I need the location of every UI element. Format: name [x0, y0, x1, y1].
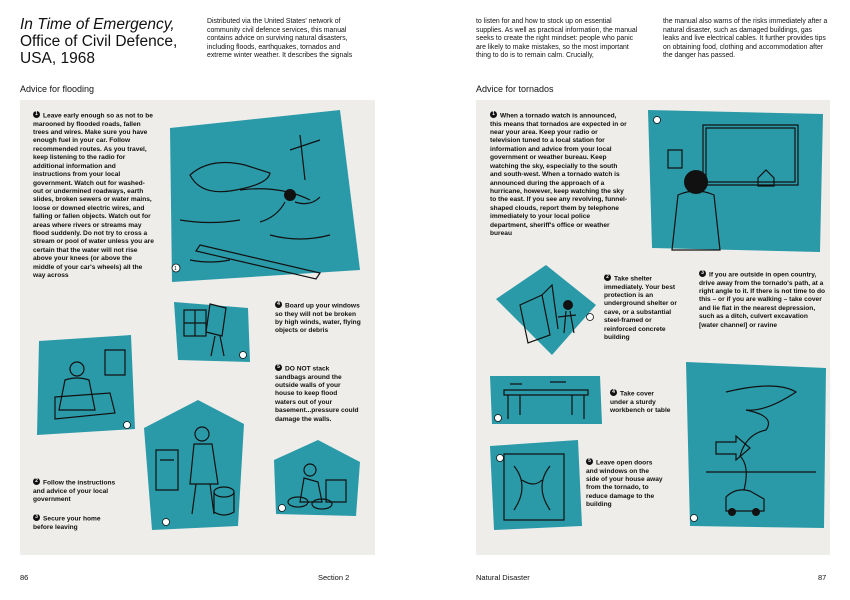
- advice-number: 4: [275, 301, 282, 308]
- svg-text:1: 1: [174, 266, 177, 272]
- advice-number: 1: [490, 111, 497, 118]
- advice-number: 1: [33, 111, 40, 118]
- flood-advice-5: [275, 365, 359, 424]
- advice-text: Leave early enough so as not to be marooned by flooded roads, fallen trees and wires. Make sure you have enough fuel in your car. Follow recommended routes. As you travel, keep listening to the radio for additional information and instructions from your local government. Watch out for washed-out or undermined roadways, earth slides, broken sewers or water mains, loose or downed electric wires, and falling or fallen objects. Watch out for areas where rivers or streams may flood suddenly. Do not try to cross a stream or pool of water unless you are certain that the water will not rise above your knees (or above the middle of your car's wheels) all the way across: [33, 112, 154, 279]
- advice-number: 2: [33, 478, 40, 485]
- advice-number: 5: [586, 458, 593, 465]
- tornado-advice-2: [604, 275, 684, 343]
- title-italic: In Time of Emergency,: [20, 16, 175, 33]
- advice-text: Board up your windows so they will not be broken by high winds, water, flying objects or debris: [275, 302, 361, 335]
- flood-advice-3: [33, 515, 115, 532]
- flood-car-illustration: [160, 110, 360, 290]
- advice-number: 3: [33, 514, 40, 521]
- tornado-advice-3: [699, 271, 825, 330]
- advice-text: Follow the instructions and advice of your local government: [33, 479, 116, 504]
- title-rest: Office of Civil Defence, USA, 1968: [20, 33, 178, 67]
- instructions-illustration: [35, 335, 135, 435]
- tornado-watch-illustration: [648, 110, 823, 255]
- left-page-number: 86: [20, 573, 29, 582]
- advice-number: 3: [699, 270, 706, 277]
- advice-text: DO NOT stack sandbags around the outside walls of your house to keep flood waters out of your basement...pressure could damage the walls.: [275, 365, 359, 423]
- left-page-title: [20, 16, 190, 67]
- left-intro-text: Distributed via the United States' network of community civil defence services, this manual contains advice on surviving natural disasters, including floods, earthquakes, tornados and extreme winter weather. It describes the signals: [207, 18, 353, 60]
- advice-number: 5: [275, 364, 282, 371]
- flood-advice-1: [33, 112, 155, 280]
- right-intro-col1: to listen for and how to stock up on essential supplies. As well as practical information, the manual seeks to create the right mindset: people who panic are likely to make mistakes, so the most important thing to do is to remain calm. Crucially,: [476, 18, 638, 60]
- open-windows-illustration: [490, 440, 582, 530]
- advice-number: 4: [610, 389, 617, 396]
- tornado-advice-1: [490, 112, 628, 238]
- sandbags-illustration: [270, 440, 362, 520]
- secure-home-illustration: [138, 400, 248, 530]
- advice-text: If you are outside in open country, drive away from the tornado's path, at a right angle to it. If there is not time to do this – or if you are walking – take cover and lie flat in the nearest depression, such as a ditch, culvert excavation [water channel] or ravine: [699, 271, 826, 329]
- tornado-advice-4: [610, 390, 672, 415]
- board-window-illustration: [170, 298, 252, 366]
- right-footer-label: Natural Disaster: [476, 573, 530, 582]
- advice-text: Leave open doors and windows on the side of your house away from the tornado, to reduce damage to the building: [586, 459, 663, 509]
- right-page-number: 87: [818, 573, 827, 582]
- flood-advice-4: [275, 302, 361, 336]
- advice-text: When a tornado watch is announced, this means that tornados are expected in or near your area. Keep your radio or television tuned to a local station for information and advice from your local government or weather bureau. Keep watching the sky, especially to the south and south-west. When a tornado watch is announced during the approach of a hurricane, however, keep watching the sky to the east. If you see any revolving, funnel-shaped clouds, report them by telephone immediately to your local police department, sheriff's office or weather bureau: [490, 112, 628, 237]
- flood-advice-2: [33, 479, 123, 504]
- right-intro-col2: the manual also warns of the risks immediately after a natural disaster, such as damaged buildings, gas leaks and live electrical cables. It further provides tips on obtaining food, clothing and accommodation after the danger has passed.: [663, 18, 828, 60]
- advice-number: 2: [604, 274, 611, 281]
- section-label: Section 2: [318, 573, 350, 582]
- advice-text: Take shelter immediately. Your best protection is an underground shelter or cave, or a substantial steel-framed or reinforced concrete building: [604, 275, 677, 342]
- shelter-illustration: [492, 265, 600, 357]
- advice-text: Secure your home before leaving: [33, 515, 101, 531]
- tornados-heading: Advice for tornados: [476, 84, 554, 94]
- workbench-illustration: [490, 376, 602, 426]
- funnel-cloud-illustration: [686, 362, 826, 530]
- flooding-heading: Advice for flooding: [20, 84, 95, 94]
- advice-text: Take cover under a sturdy workbench or table: [610, 390, 671, 415]
- tornado-advice-5: [586, 459, 664, 510]
